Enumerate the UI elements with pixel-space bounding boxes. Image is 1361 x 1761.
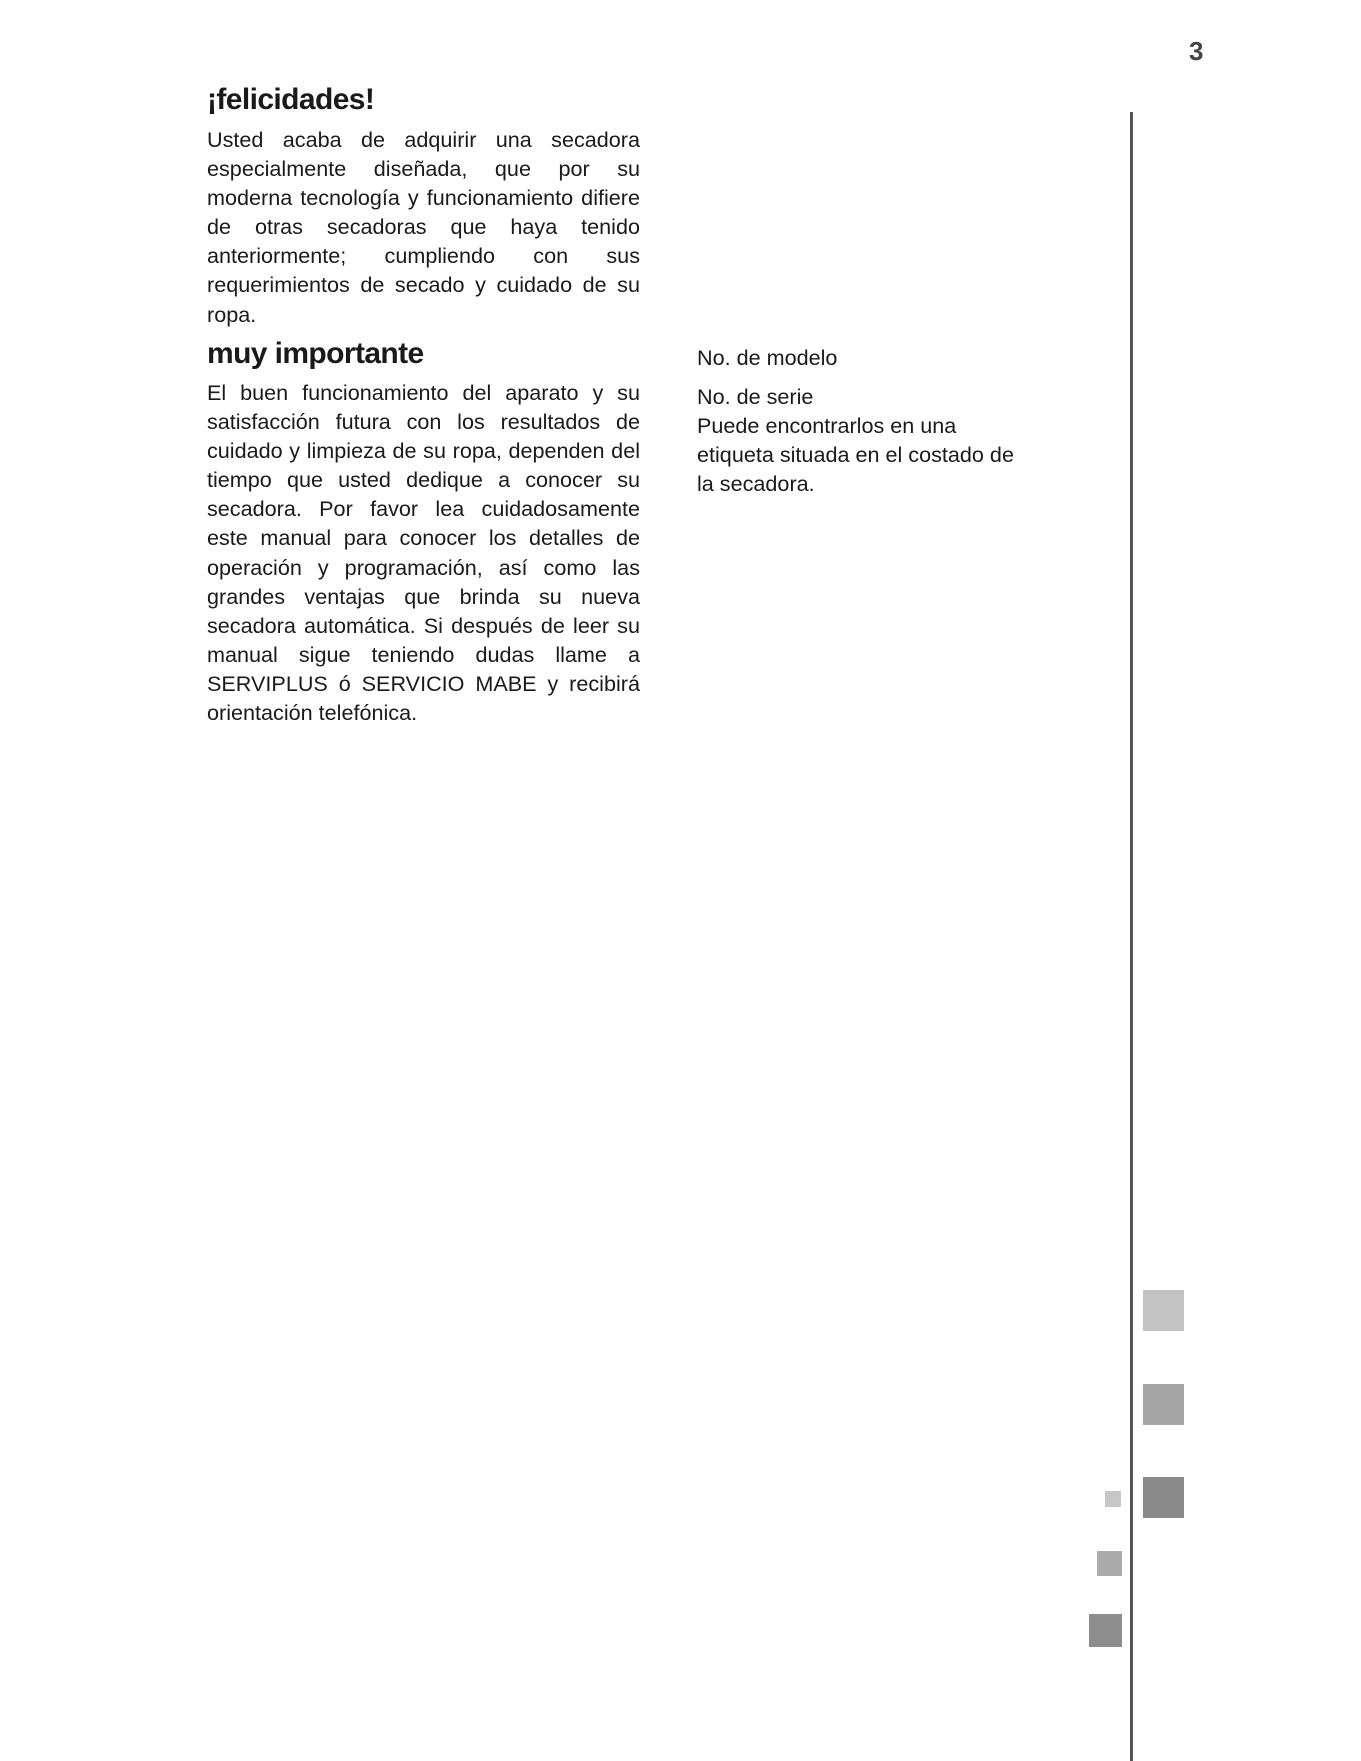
- important-text: El buen funcionamiento del aparato y su satisfacción futura con los resultados de cuidado y limpieza de su ropa, dependen del tiempo que usted dedique a conocer su secadora. Por favor lea cuidadosamente este manual para conocer los detalles de operación y programación, así como las grandes ventajas que brinda su nueva secadora automática. Si después de leer su manual sigue teniendo dudas llame a SERVIPLUS ó SERVICIO MABE y recibirá orientación telefónica.: [207, 380, 640, 726]
- decorative-square: [1143, 1290, 1184, 1331]
- congratulations-heading: ¡felicidades!: [207, 83, 375, 116]
- decorative-square: [1143, 1477, 1184, 1518]
- serial-number-label: No. de serie: [697, 384, 814, 409]
- decorative-square: [1143, 1384, 1184, 1425]
- decorative-square: [1089, 1614, 1122, 1647]
- model-info-section: [697, 343, 1017, 498]
- page-number: 3: [1189, 36, 1204, 66]
- vertical-rule: [1130, 112, 1133, 1761]
- model-number-label: No. de modelo: [697, 345, 838, 370]
- important-heading: muy importante: [207, 337, 424, 370]
- congratulations-text: Usted acaba de adquirir una secadora especialmente diseñada, que por su moderna tecnología y funcionamiento difiere de otras secadoras que haya tenido anteriormente; cumpliendo con sus requerimientos de secado y cuidado de su ropa.: [207, 127, 640, 327]
- congratulations-section: [207, 83, 640, 329]
- decorative-square: [1097, 1551, 1122, 1576]
- important-section: [207, 337, 640, 727]
- label-location-note: Puede encontrarlos en una etiqueta situada en el costado de la secadora.: [697, 413, 1014, 496]
- decorative-square: [1105, 1491, 1121, 1507]
